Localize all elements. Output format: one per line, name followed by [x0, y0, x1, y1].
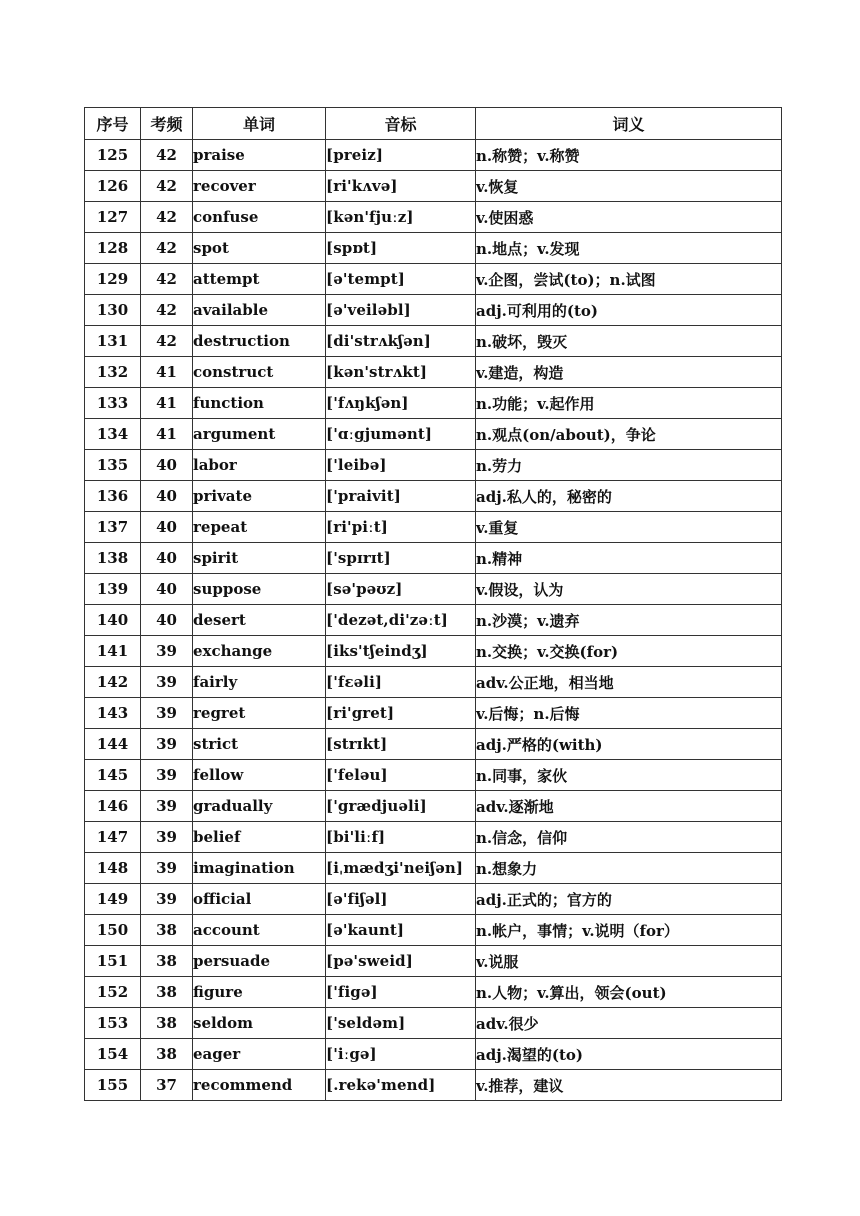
- cell-word: belief: [193, 822, 326, 853]
- header-meaning: 词义: [476, 108, 782, 140]
- cell-meaning: v.使困惑: [476, 202, 782, 233]
- vocabulary-table: [84, 107, 782, 1101]
- cell-meaning: adj.严格的(with): [476, 729, 782, 760]
- cell-phonetic: [ə'tempt]: [326, 264, 476, 295]
- cell-word: suppose: [193, 574, 326, 605]
- cell-no: 152: [85, 977, 141, 1008]
- cell-phonetic: [iˌmædʒi'neiʃən]: [326, 853, 476, 884]
- cell-phonetic: ['fɛəli]: [326, 667, 476, 698]
- cell-phonetic: [kən'strʌkt]: [326, 357, 476, 388]
- cell-word: praise: [193, 140, 326, 171]
- cell-word: figure: [193, 977, 326, 1008]
- cell-meaning: n.劳力: [476, 450, 782, 481]
- table-row: [85, 357, 782, 388]
- cell-word: official: [193, 884, 326, 915]
- cell-phonetic: ['spɪrɪt]: [326, 543, 476, 574]
- cell-word: persuade: [193, 946, 326, 977]
- cell-word: construct: [193, 357, 326, 388]
- table-row: [85, 140, 782, 171]
- table-row: [85, 326, 782, 357]
- cell-phonetic: ['praivit]: [326, 481, 476, 512]
- table-row: [85, 884, 782, 915]
- cell-freq: 42: [141, 233, 193, 264]
- cell-freq: 39: [141, 822, 193, 853]
- vocabulary-sheet: [84, 107, 781, 1101]
- cell-word: repeat: [193, 512, 326, 543]
- cell-word: eager: [193, 1039, 326, 1070]
- cell-no: 128: [85, 233, 141, 264]
- cell-word: account: [193, 915, 326, 946]
- cell-no: 137: [85, 512, 141, 543]
- table-header: [85, 108, 782, 140]
- cell-no: 127: [85, 202, 141, 233]
- cell-phonetic: [ə'veiləbl]: [326, 295, 476, 326]
- cell-meaning: v.说服: [476, 946, 782, 977]
- table-row: [85, 667, 782, 698]
- cell-meaning: v.恢复: [476, 171, 782, 202]
- table-body: [85, 140, 782, 1101]
- cell-no: 136: [85, 481, 141, 512]
- header-phonetic: 音标: [326, 108, 476, 140]
- cell-meaning: n.同事，家伙: [476, 760, 782, 791]
- cell-phonetic: ['leibə]: [326, 450, 476, 481]
- cell-phonetic: [.rekə'mend]: [326, 1070, 476, 1101]
- cell-word: desert: [193, 605, 326, 636]
- table-row: [85, 760, 782, 791]
- cell-freq: 39: [141, 791, 193, 822]
- cell-meaning: n.沙漠；v.遗弃: [476, 605, 782, 636]
- table-row: [85, 1070, 782, 1101]
- cell-no: 126: [85, 171, 141, 202]
- cell-no: 142: [85, 667, 141, 698]
- cell-phonetic: ['feləu]: [326, 760, 476, 791]
- cell-freq: 38: [141, 915, 193, 946]
- cell-word: destruction: [193, 326, 326, 357]
- cell-phonetic: [bi'liːf]: [326, 822, 476, 853]
- cell-freq: 40: [141, 543, 193, 574]
- table-row: [85, 171, 782, 202]
- cell-freq: 39: [141, 636, 193, 667]
- table-row: [85, 233, 782, 264]
- cell-freq: 39: [141, 667, 193, 698]
- cell-no: 153: [85, 1008, 141, 1039]
- cell-phonetic: ['figə]: [326, 977, 476, 1008]
- cell-word: fairly: [193, 667, 326, 698]
- table-row: [85, 419, 782, 450]
- cell-freq: 39: [141, 729, 193, 760]
- cell-freq: 40: [141, 512, 193, 543]
- cell-word: seldom: [193, 1008, 326, 1039]
- cell-meaning: n.称赞；v.称赞: [476, 140, 782, 171]
- cell-meaning: n.观点(on/about)，争论: [476, 419, 782, 450]
- cell-no: 131: [85, 326, 141, 357]
- table-row: [85, 822, 782, 853]
- table-row: [85, 264, 782, 295]
- cell-phonetic: [di'strʌkʃən]: [326, 326, 476, 357]
- cell-word: spirit: [193, 543, 326, 574]
- cell-phonetic: [spɒt]: [326, 233, 476, 264]
- cell-word: strict: [193, 729, 326, 760]
- cell-no: 149: [85, 884, 141, 915]
- cell-no: 140: [85, 605, 141, 636]
- cell-no: 130: [85, 295, 141, 326]
- table-row: [85, 977, 782, 1008]
- cell-no: 145: [85, 760, 141, 791]
- cell-word: spot: [193, 233, 326, 264]
- table-row: [85, 202, 782, 233]
- cell-word: fellow: [193, 760, 326, 791]
- cell-word: argument: [193, 419, 326, 450]
- cell-no: 135: [85, 450, 141, 481]
- cell-meaning: adv.很少: [476, 1008, 782, 1039]
- cell-phonetic: [strɪkt]: [326, 729, 476, 760]
- cell-freq: 39: [141, 760, 193, 791]
- table-row: [85, 481, 782, 512]
- table-row: [85, 295, 782, 326]
- cell-no: 139: [85, 574, 141, 605]
- table-row: [85, 946, 782, 977]
- cell-word: function: [193, 388, 326, 419]
- cell-word: recover: [193, 171, 326, 202]
- cell-phonetic: ['seldəm]: [326, 1008, 476, 1039]
- cell-meaning: n.功能；v.起作用: [476, 388, 782, 419]
- cell-phonetic: ['iːgə]: [326, 1039, 476, 1070]
- cell-word: private: [193, 481, 326, 512]
- cell-freq: 39: [141, 698, 193, 729]
- cell-meaning: n.想象力: [476, 853, 782, 884]
- cell-no: 138: [85, 543, 141, 574]
- header-no: 序号: [85, 108, 141, 140]
- cell-freq: 38: [141, 977, 193, 1008]
- cell-phonetic: ['grædjuəli]: [326, 791, 476, 822]
- cell-word: exchange: [193, 636, 326, 667]
- cell-freq: 41: [141, 357, 193, 388]
- cell-phonetic: [kən'fjuːz]: [326, 202, 476, 233]
- cell-freq: 41: [141, 388, 193, 419]
- cell-no: 133: [85, 388, 141, 419]
- table-row: [85, 853, 782, 884]
- cell-phonetic: [preiz]: [326, 140, 476, 171]
- cell-meaning: v.推荐，建议: [476, 1070, 782, 1101]
- table-row: [85, 1039, 782, 1070]
- cell-meaning: n.信念，信仰: [476, 822, 782, 853]
- cell-no: 144: [85, 729, 141, 760]
- cell-freq: 40: [141, 481, 193, 512]
- cell-freq: 37: [141, 1070, 193, 1101]
- cell-freq: 42: [141, 171, 193, 202]
- cell-no: 146: [85, 791, 141, 822]
- cell-phonetic: [pə'sweid]: [326, 946, 476, 977]
- cell-freq: 42: [141, 295, 193, 326]
- cell-meaning: adv.逐渐地: [476, 791, 782, 822]
- cell-word: available: [193, 295, 326, 326]
- table-row: [85, 450, 782, 481]
- cell-word: labor: [193, 450, 326, 481]
- cell-no: 132: [85, 357, 141, 388]
- cell-freq: 38: [141, 946, 193, 977]
- cell-phonetic: ['dezət,di'zəːt]: [326, 605, 476, 636]
- cell-meaning: n.帐户，事情；v.说明（for）: [476, 915, 782, 946]
- cell-freq: 40: [141, 450, 193, 481]
- header-word: 单词: [193, 108, 326, 140]
- table-row: [85, 605, 782, 636]
- cell-phonetic: [ə'kaunt]: [326, 915, 476, 946]
- cell-no: 143: [85, 698, 141, 729]
- cell-no: 155: [85, 1070, 141, 1101]
- cell-phonetic: [ə'fiʃəl]: [326, 884, 476, 915]
- table-row: [85, 388, 782, 419]
- cell-meaning: n.精神: [476, 543, 782, 574]
- cell-meaning: adj.正式的；官方的: [476, 884, 782, 915]
- header-row: [85, 108, 782, 140]
- cell-meaning: n.交换；v.交换(for): [476, 636, 782, 667]
- cell-meaning: v.建造，构造: [476, 357, 782, 388]
- cell-meaning: v.假设，认为: [476, 574, 782, 605]
- cell-no: 141: [85, 636, 141, 667]
- cell-freq: 38: [141, 1008, 193, 1039]
- cell-meaning: v.重复: [476, 512, 782, 543]
- table-row: [85, 729, 782, 760]
- cell-no: 129: [85, 264, 141, 295]
- cell-no: 154: [85, 1039, 141, 1070]
- cell-freq: 42: [141, 264, 193, 295]
- cell-no: 125: [85, 140, 141, 171]
- cell-meaning: v.企图，尝试(to)；n.试图: [476, 264, 782, 295]
- cell-freq: 40: [141, 574, 193, 605]
- cell-meaning: adj.渴望的(to): [476, 1039, 782, 1070]
- cell-phonetic: [ri'kʌvə]: [326, 171, 476, 202]
- cell-freq: 38: [141, 1039, 193, 1070]
- table-row: [85, 698, 782, 729]
- cell-word: imagination: [193, 853, 326, 884]
- cell-no: 150: [85, 915, 141, 946]
- cell-freq: 42: [141, 140, 193, 171]
- table-row: [85, 1008, 782, 1039]
- table-row: [85, 915, 782, 946]
- cell-no: 134: [85, 419, 141, 450]
- table-row: [85, 636, 782, 667]
- cell-phonetic: [ri'piːt]: [326, 512, 476, 543]
- cell-freq: 41: [141, 419, 193, 450]
- table-row: [85, 574, 782, 605]
- cell-freq: 39: [141, 853, 193, 884]
- cell-phonetic: ['ɑːgjumənt]: [326, 419, 476, 450]
- table-row: [85, 543, 782, 574]
- cell-word: gradually: [193, 791, 326, 822]
- table-row: [85, 791, 782, 822]
- cell-phonetic: [iks'tʃeindʒ]: [326, 636, 476, 667]
- cell-meaning: adv.公正地，相当地: [476, 667, 782, 698]
- cell-phonetic: ['fʌŋkʃən]: [326, 388, 476, 419]
- cell-freq: 39: [141, 884, 193, 915]
- cell-meaning: n.破坏，毁灭: [476, 326, 782, 357]
- cell-freq: 42: [141, 202, 193, 233]
- cell-meaning: adj.可利用的(to): [476, 295, 782, 326]
- cell-word: confuse: [193, 202, 326, 233]
- cell-meaning: n.地点；v.发现: [476, 233, 782, 264]
- cell-freq: 42: [141, 326, 193, 357]
- cell-word: regret: [193, 698, 326, 729]
- cell-meaning: v.后悔；n.后悔: [476, 698, 782, 729]
- header-freq: 考频: [141, 108, 193, 140]
- cell-meaning: n.人物；v.算出，领会(out): [476, 977, 782, 1008]
- cell-no: 147: [85, 822, 141, 853]
- cell-phonetic: [ri'gret]: [326, 698, 476, 729]
- table-row: [85, 512, 782, 543]
- cell-phonetic: [sə'pəʊz]: [326, 574, 476, 605]
- cell-meaning: adj.私人的，秘密的: [476, 481, 782, 512]
- cell-word: recommend: [193, 1070, 326, 1101]
- cell-freq: 40: [141, 605, 193, 636]
- cell-word: attempt: [193, 264, 326, 295]
- cell-no: 151: [85, 946, 141, 977]
- cell-no: 148: [85, 853, 141, 884]
